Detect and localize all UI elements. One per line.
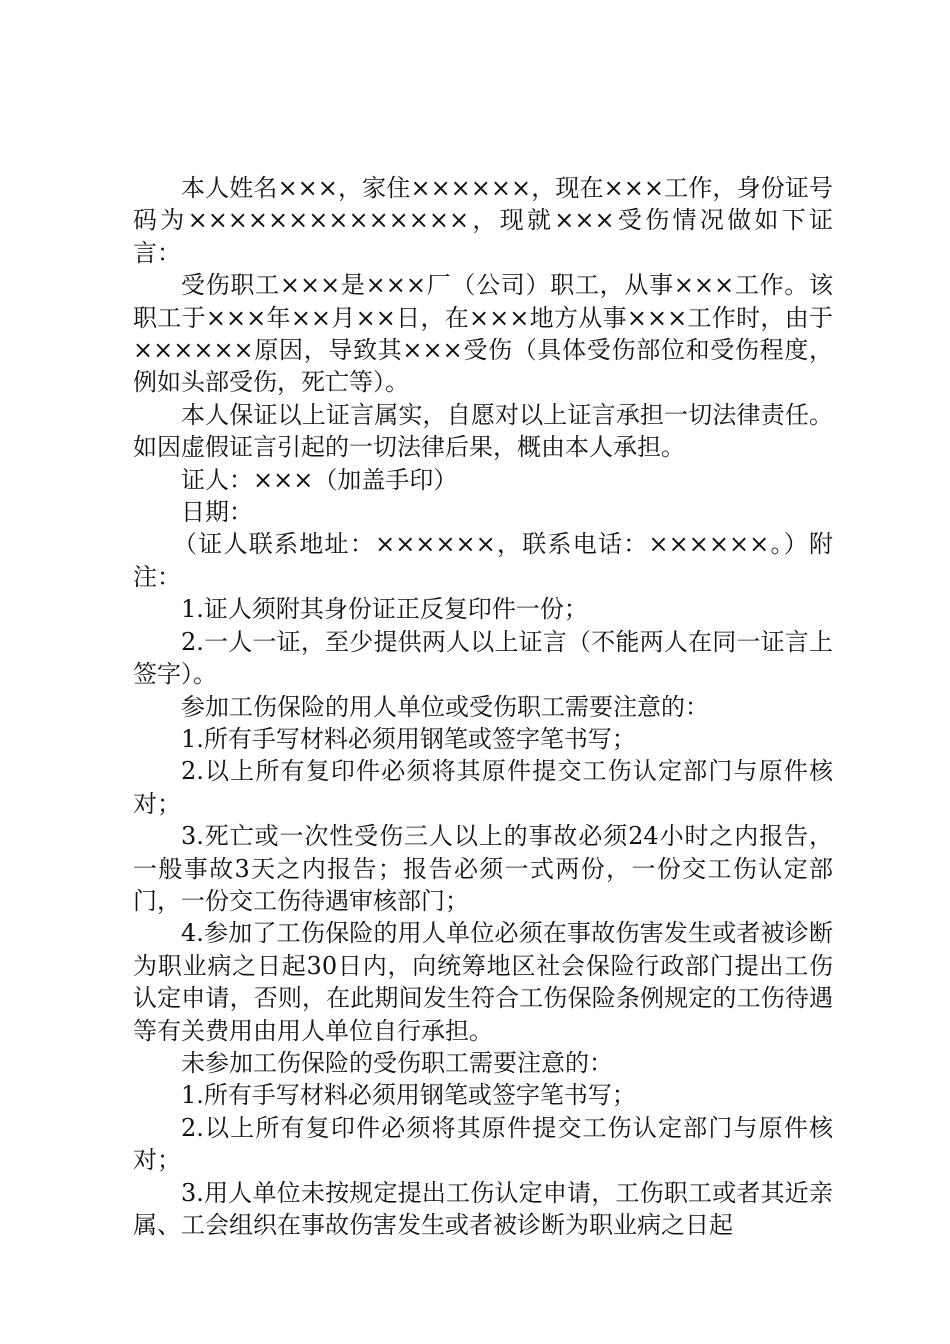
insured-item-3: 3.死亡或一次性受伤三人以上的事故必须24小时之内报告，一般事故3天之内报告；报告必须一式两份，一份交工伤认定部门，一份交工伤待遇审核部门； — [133, 822, 833, 915]
note-item-2: 2.一人一证，至少提供两人以上证言（不能两人在同一证言上签字）。 — [133, 627, 833, 689]
note-item-1: 1.证人须附其身份证正反复印件一份； — [181, 595, 588, 624]
paragraph-injury-facts: 受伤职工×××是×××厂（公司）职工，从事×××工作。该职工于×××年××月××日，在×××地方从事×××工作时，由于××××××原因，导致其×××受伤（具体受伤部位和受伤程度，例如头部受伤，死亡等）。 — [133, 271, 833, 397]
witness-contact-line: （证人联系地址：××××××，联系电话：××××××。）附注： — [133, 530, 833, 591]
document-body — [133, 172, 833, 1241]
uninsured-section-heading: 未参加工伤保险的受伤职工需要注意的： — [181, 1048, 613, 1077]
uninsured-item-1: 1.所有手写材料必须用钢笔或签字笔书写； — [181, 1081, 636, 1110]
witness-signature-line: 证人：×××（加盖手印） — [181, 465, 458, 494]
paragraph-intro: 本人姓名×××，家住××××××，现在×××工作，身份证号码为××××××××××××××，现就×××受伤情况做如下证言： — [133, 174, 833, 267]
insured-section-heading: 参加工伤保险的用人单位或受伤职工需要注意的： — [181, 692, 709, 721]
uninsured-item-3: 3.用人单位未按规定提出工伤认定申请，工伤职工或者其近亲属、工会组织在事故伤害发生或者被诊断为职业病之日起 — [133, 1178, 833, 1239]
paragraph-guarantee: 本人保证以上证言属实，自愿对以上证言承担一切法律责任。如因虚假证言引起的一切法律后果，概由本人承担。 — [133, 400, 833, 462]
insured-item-2: 2.以上所有复印件必须将其原件提交工伤认定部门与原件核对； — [133, 757, 833, 818]
insured-item-4: 4.参加了工伤保险的用人单位必须在事故伤害发生或者被诊断为职业病之日起30日内，向统筹地区社会保险行政部门提出工伤认定申请，否则，在此期间发生符合工伤保险条例规定的工伤待遇等有关费用由用人单位自行承担。 — [133, 919, 833, 1045]
insured-item-1: 1.所有手写材料必须用钢笔或签字笔书写； — [181, 724, 636, 753]
uninsured-item-2: 2.以上所有复印件必须将其原件提交工伤认定部门与原件核对； — [133, 1113, 833, 1175]
date-line: 日期： — [181, 498, 253, 527]
